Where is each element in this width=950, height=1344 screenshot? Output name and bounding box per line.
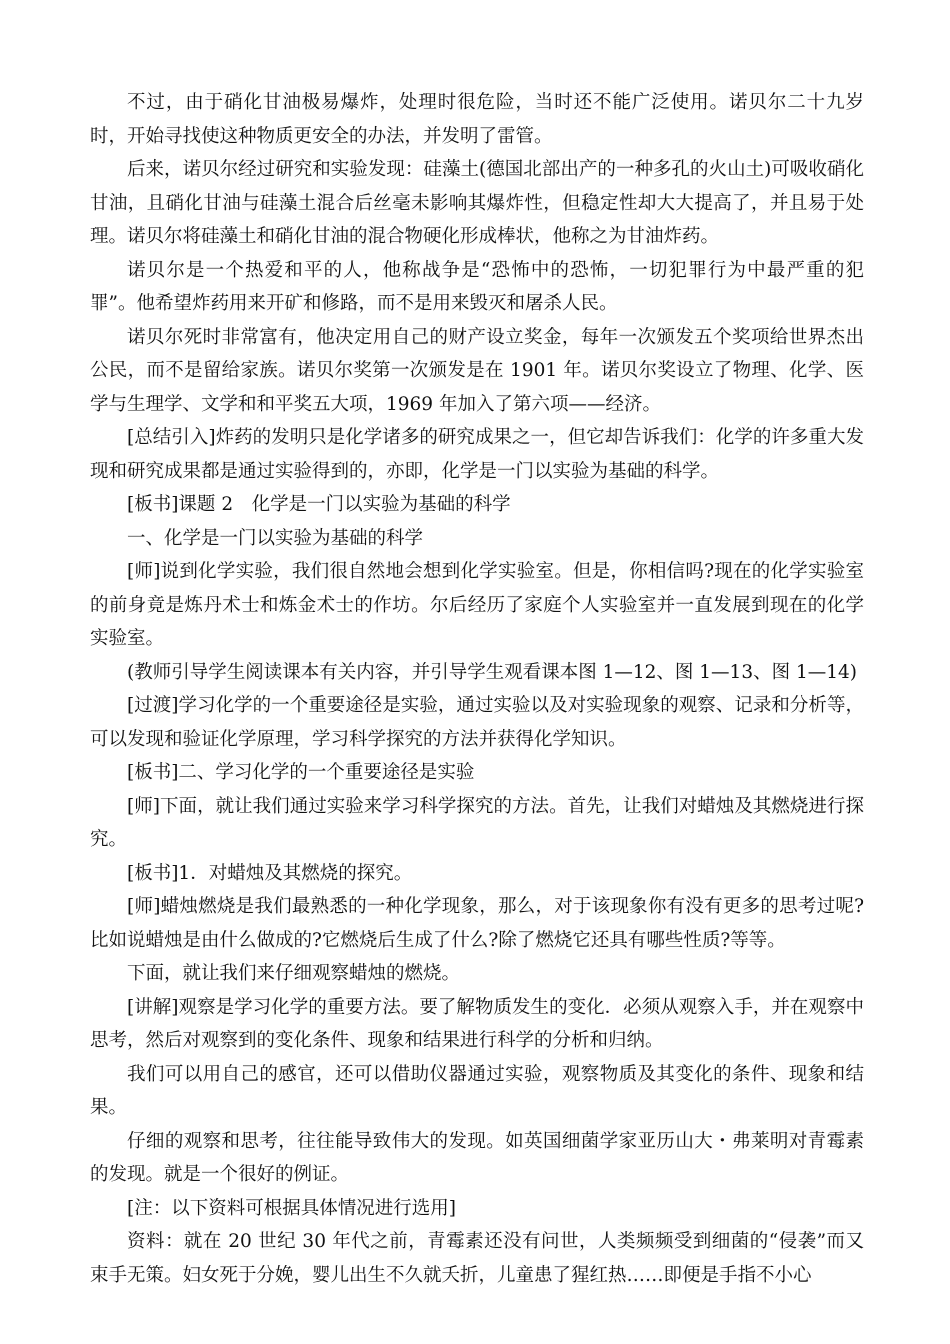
- paragraph: 我们可以用自己的感官，还可以借助仪器通过实验，观察物质及其变化的条件、现象和结果。: [90, 1063, 864, 1118]
- paragraph: 不过，由于硝化甘油极易爆炸，处理时很危险，当时还不能广泛使用。诺贝尔二十九岁时，开始寻找使这种物质更安全的办法，并发明了雷管。: [90, 92, 864, 147]
- paragraph: (教师引导学生阅读课本有关内容，并引导学生观看课本图 1—12、图 1—13、图 1—14): [127, 661, 858, 683]
- paragraph: [师]下面，就让我们通过实验来学习科学探究的方法。首先，让我们对蜡烛及其燃烧进行探究。: [90, 795, 864, 850]
- paragraph: 后来，诺贝尔经过研究和实验发现：硅藻土(德国北部出产的一种多孔的火山土)可吸收硝化甘油，且硝化甘油与硅藻土混合后丝毫未影响其爆炸性，但稳定性却大大提高了，并且易于处理。诺贝尔将硅藻土和硝化甘油的混合物硬化形成棒状，他称之为甘油炸药。: [90, 159, 864, 247]
- paragraph: 下面，就让我们来仔细观察蜡烛的燃烧。: [127, 963, 461, 984]
- paragraph: [师]蜡烛燃烧是我们最熟悉的一种化学现象，那么，对于该现象你有没有更多的思考过呢?比如说蜡烛是由什么做成的?它燃烧后生成了什么?除了燃烧它还具有哪些性质?等等。: [90, 896, 864, 951]
- paragraph: 仔细的观察和思考，往往能导致伟大的发现。如英国细菌学家亚历山大・弗莱明对青霉素的发现。就是一个很好的例证。: [90, 1130, 864, 1185]
- board-heading: [板书]二、学习化学的一个重要途径是实验: [127, 762, 475, 783]
- paragraph: [师]说到化学实验，我们很自然地会想到化学实验室。但是，你相信吗?现在的化学实验室的前身竟是炼丹术士和炼金术士的作坊。尔后经历了家庭个人实验室并一直发展到现在的化学实验室。: [90, 561, 864, 649]
- board-heading: [板书]1．对蜡烛及其燃烧的探究。: [127, 862, 413, 884]
- paragraph: [讲解]观察是学习化学的重要方法。要了解物质发生的变化．必须从观察入手，并在观察中思考，然后对观察到的变化条件、现象和结果进行科学的分析和归纳。: [90, 996, 864, 1051]
- paragraph: [总结引入]炸药的发明只是化学诸多的研究成果之一，但它却告诉我们：化学的许多重大发现和研究成果都是通过实验得到的，亦即，化学是一门以实验为基础的科学。: [90, 427, 864, 482]
- section-heading: 一、化学是一门以实验为基础的科学: [127, 527, 424, 549]
- paragraph: 诺贝尔是一个热爱和平的人，他称战争是“恐怖中的恐怖，一切犯罪行为中最严重的犯罪”。他希望炸药用来开矿和修路，而不是用来毁灭和屠杀人民。: [90, 259, 864, 314]
- note-line: [注：以下资料可根据具体情况进行选用]: [127, 1197, 456, 1219]
- board-heading: [板书]课题 2 化学是一门以实验为基础的科学: [127, 494, 511, 515]
- paragraph: [过渡]学习化学的一个重要途径是实验，通过实验以及对实验现象的观察、记录和分析等，可以发现和验证化学原理，学习科学探究的方法并获得化学知识。: [90, 695, 864, 750]
- paragraph: 诺贝尔死时非常富有，他决定用自己的财产设立奖金，每年一次颁发五个奖项给世界杰出公民，而不是留给家族。诺贝尔奖第一次颁发是在 1901 年。诺贝尔奖设立了物理、化学、医学与生理学、文学和和平奖五大项，1969 年加入了第六项——经济。: [90, 326, 864, 415]
- paragraph: 资料：就在 20 世纪 30 年代之前，青霉素还没有问世，人类频频受到细菌的“侵袭”而又束手无策。妇女死于分娩，婴儿出生不久就夭折，儿童患了猩红热……即便是手指不小心: [90, 1231, 864, 1286]
